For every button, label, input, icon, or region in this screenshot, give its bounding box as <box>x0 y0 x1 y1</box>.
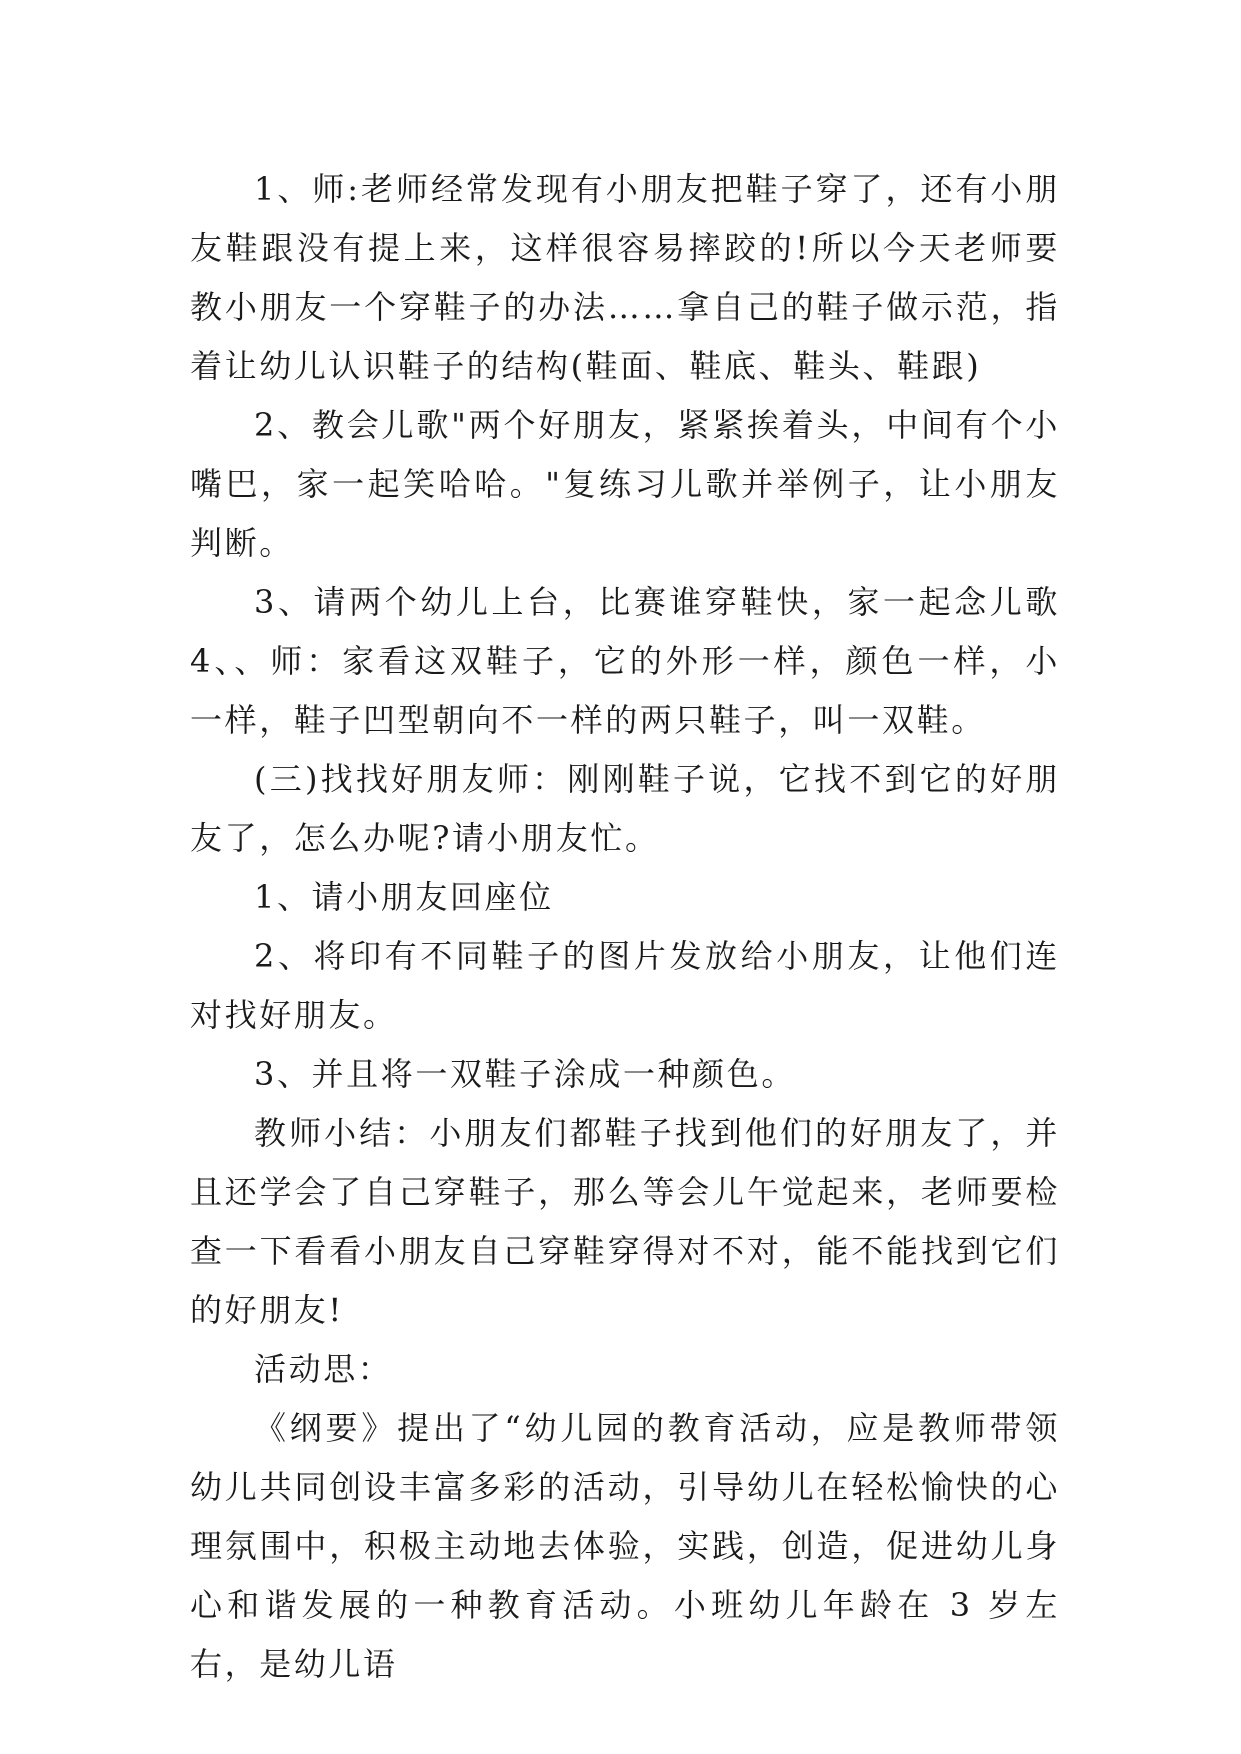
paragraph-5: 1、请小朋友回座位 <box>254 878 554 916</box>
paragraph-2: 2、教会儿歌"两个好朋友，紧紧挨着头，中间有个小嘴巴，家一起笑哈哈。"复练习儿歌并举例子，让小朋友判断。 <box>190 406 1060 562</box>
paragraph-4: (三)找找好朋友师：刚刚鞋子说，它找不到它的好朋友了，怎么办呢?请小朋友忙。 <box>190 760 1060 857</box>
paragraph-7: 3、并且将一双鞋子涂成一种颜色。 <box>254 1055 796 1093</box>
paragraph-3: 3、请两个幼儿上台，比赛谁穿鞋快，家一起念儿歌 4、、师：家看这双鞋子，它的外形一样，颜色一样，小一样，鞋子凹型朝向不一样的两只鞋子，叫一双鞋。 <box>190 583 1060 739</box>
paragraph-8: 教师小结：小朋友们都鞋子找到他们的好朋友了，并且还学会了自己穿鞋子，那么等会儿午觉起来，老师要检查一下看看小朋友自己穿鞋穿得对不对，能不能找到它们的好朋友! <box>190 1114 1060 1329</box>
paragraph-10: 《纲要》提出了“幼儿园的教育活动，应是教师带领幼儿共同创设丰富多彩的活动，引导幼儿在轻松愉快的心理氛围中，积极主动地去体验，实践，创造，促进幼儿身心和谐发展的一种教育活动。小班幼儿年龄在 3 岁左右，是幼儿语 <box>190 1409 1060 1683</box>
paragraph-1: 1、师:老师经常发现有小朋友把鞋子穿了，还有小朋友鞋跟没有提上来，这样很容易摔跤的!所以今天老师要教小朋友一个穿鞋子的办法……拿自己的鞋子做示范，指着让幼儿认识鞋子的结构(鞋面、鞋底、鞋头、鞋跟) <box>190 170 1060 385</box>
document-body <box>190 160 1060 1694</box>
paragraph-6: 2、将印有不同鞋子的图片发放给小朋友，让他们连对找好朋友。 <box>190 937 1060 1034</box>
paragraph-9: 活动思： <box>254 1350 393 1388</box>
